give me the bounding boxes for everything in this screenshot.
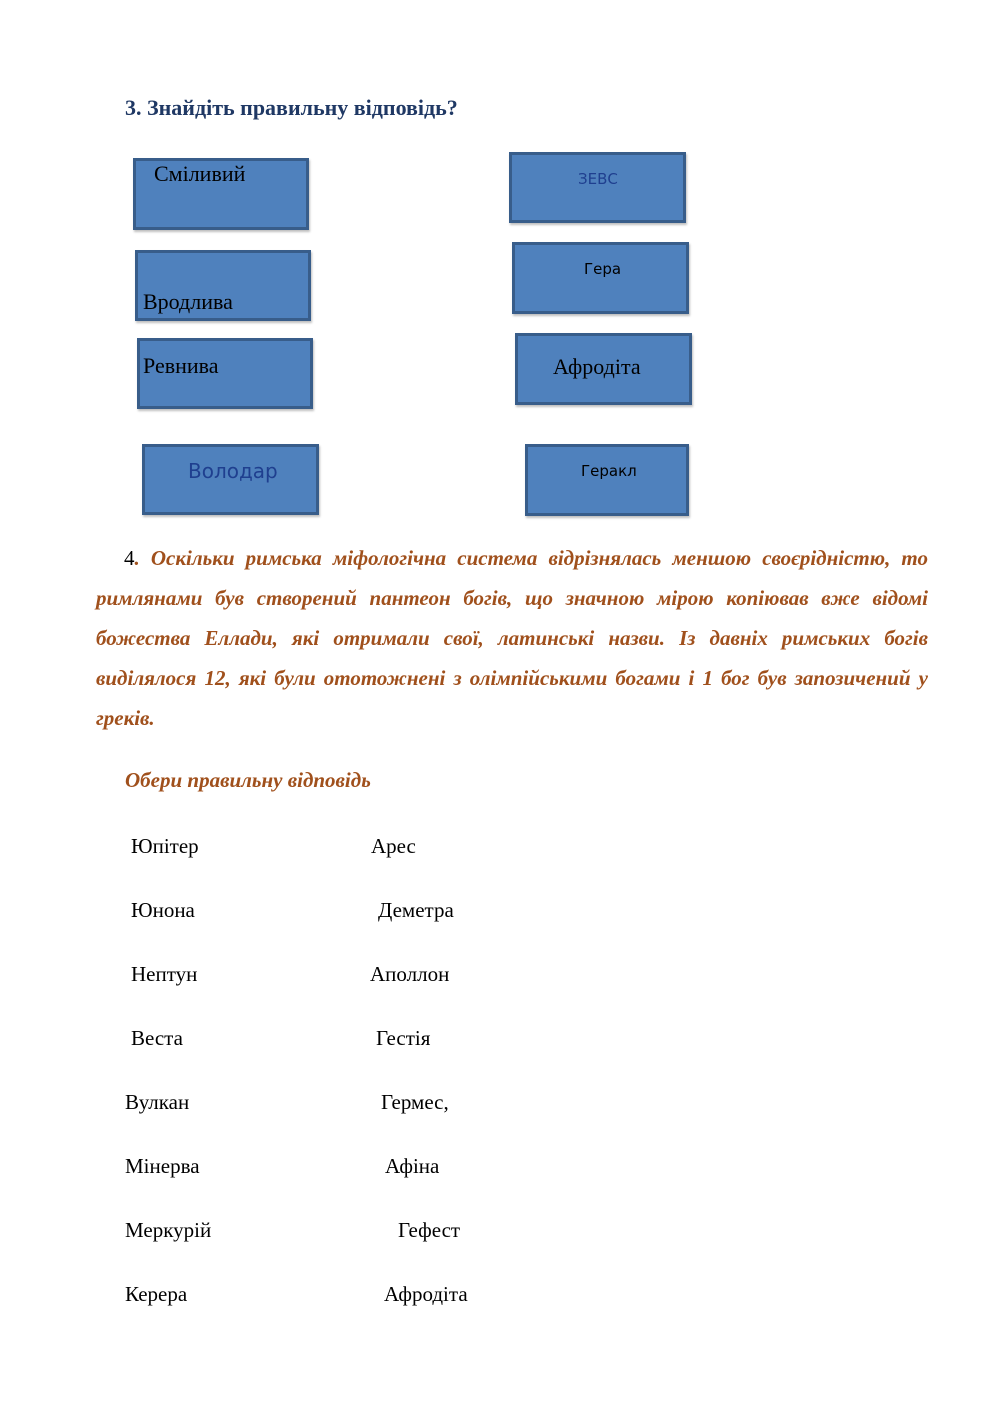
greek-god-hermes[interactable]: Гермес, (381, 1090, 449, 1114)
roman-god-juno[interactable]: Юнона (131, 898, 195, 922)
roman-god-jupiter[interactable]: Юпітер (131, 834, 199, 858)
match-box-label: Гера (584, 260, 622, 278)
roman-god-vulcan[interactable]: Вулкан (125, 1090, 190, 1114)
match-box-label: Геракл (581, 462, 637, 480)
match-box-label: Володар (188, 459, 278, 483)
match-box-label: Сміливий (154, 161, 246, 186)
match-box-label: ЗЕВС (578, 170, 618, 188)
match-box-heracles[interactable] (525, 444, 689, 516)
match-box-brave[interactable] (133, 158, 309, 230)
match-box-label: Ревнива (143, 353, 219, 378)
match-box-ruler[interactable] (142, 444, 319, 515)
roman-god-neptune[interactable]: Нептун (131, 962, 198, 986)
choose-instruction: Обери правильну відповідь (125, 768, 371, 792)
match-box-aphrodite[interactable] (515, 333, 692, 405)
question-3-title: 3. Знайдіть правильну відповідь? (125, 95, 458, 120)
roman-god-minerva[interactable]: Мінерва (125, 1154, 200, 1178)
greek-god-demeter[interactable]: Деметра (378, 898, 454, 922)
greek-god-apollo[interactable]: Аполлон (370, 962, 450, 986)
question-4-paragraph (96, 538, 928, 738)
question-4-text: . Оскільки римська міфологічна система відрізнялась меншою своєрідністю, то римлянами був створений пантеон богів, що значною мірою копіював вже відомі божества Еллади, які отримали свої, латинські назви. Із давніх римських богів виділялося 12, які були ототожнені з олімпійськими богами і 1 бог був запозичений у греків. (96, 546, 928, 730)
roman-god-ceres[interactable]: Керера (125, 1282, 188, 1306)
match-box-jealous[interactable] (137, 338, 313, 409)
roman-god-mercury[interactable]: Меркурій (125, 1218, 212, 1242)
match-box-label: Вродлива (143, 289, 233, 314)
match-box-label: Афродіта (553, 354, 641, 379)
question-4-number: 4 (124, 546, 135, 570)
match-box-zeus[interactable] (509, 152, 686, 223)
roman-god-vesta[interactable]: Веста (131, 1026, 183, 1050)
greek-god-ares[interactable]: Арес (371, 834, 416, 858)
greek-god-athena[interactable]: Афіна (385, 1154, 440, 1178)
match-box-hera[interactable] (512, 242, 689, 314)
greek-god-hephaestus[interactable]: Гефест (398, 1218, 461, 1242)
greek-god-hestia[interactable]: Гестія (376, 1026, 431, 1050)
match-box-beautiful[interactable] (135, 250, 311, 321)
greek-god-aphrodite[interactable]: Афродіта (384, 1282, 468, 1306)
